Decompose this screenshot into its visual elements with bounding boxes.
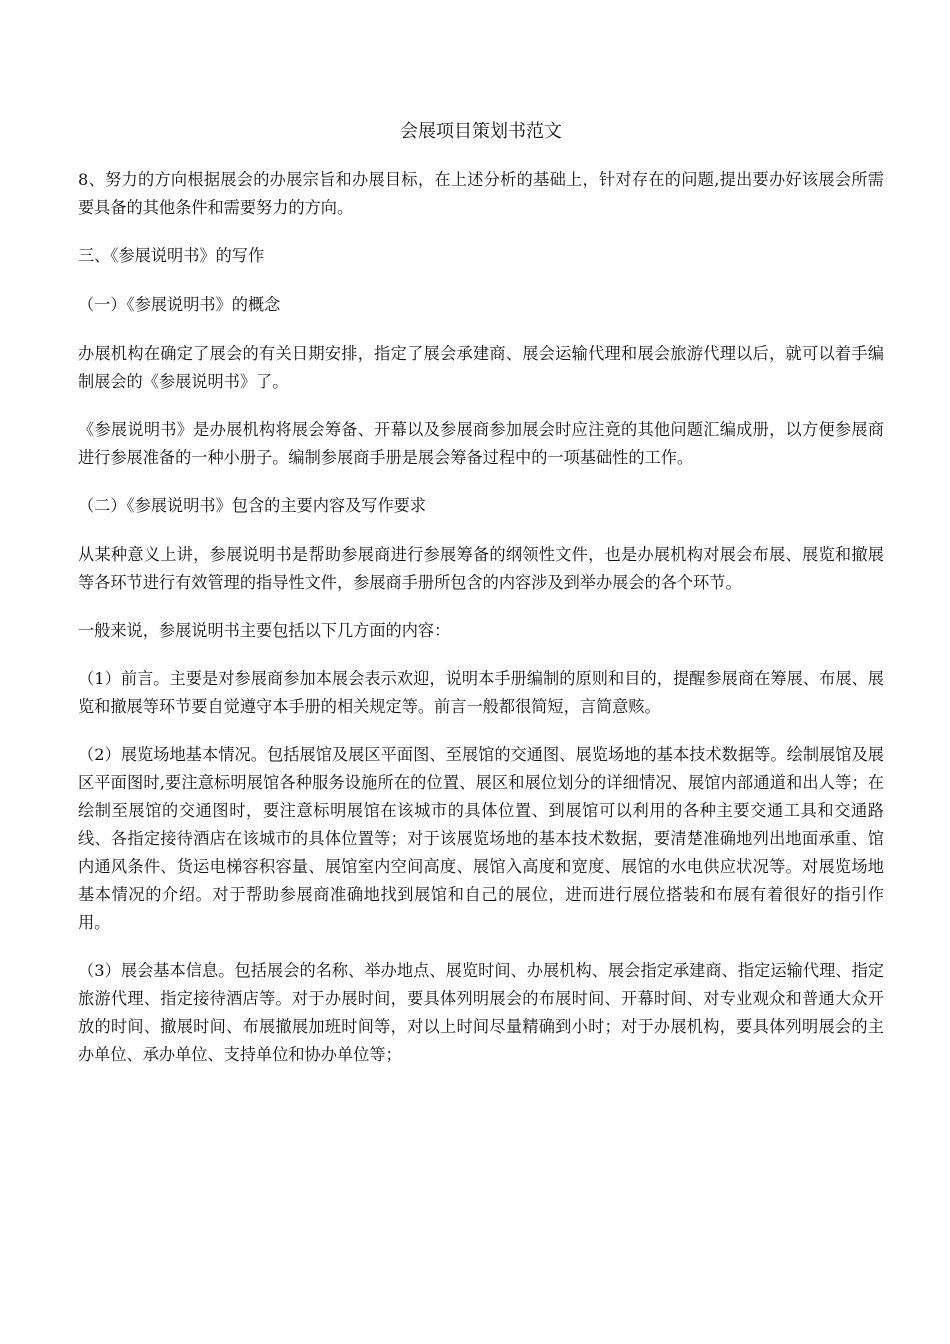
paragraph-item-venue: （2）展览场地基本情况。包括展馆及展区平面图、至展馆的交通图、展览场地的基本技术数据等。绘制展馆及展区平面图时,要注意标明展馆各种服务设施所在的位置、展区和展位划分的详细情况、展馆内部通道和出人等；在绘制至展馆的交通图时，要注意标明展馆在该城市的具体位置、到展馆可以利用的各种主要交通工具和交通路线、各指定接待酒店在该城市的具体位置等；对于该展览场地的基本技术数据，要清楚准确地列出地面承重、馆内通风条件、货运电梯容积容量、展馆室内空间高度、展馆入高度和宽度、展馆的水电供应状况等。对展览场地基本情况的介绍。对于帮助参展商准确地找到展馆和自己的展位，进而进行展位搭装和布展有着很好的指引作用。 <box>78 745 884 932</box>
paragraph-contents-intro: 从某种意义上讲，参展说明书是帮助参展商进行参展筹备的纲领性文件，也是办展机构对展会布展、展览和撤展等各环节进行有效管理的指导性文件，参展商手册所包含的内容涉及到举办展会的各个环节。 <box>78 545 884 592</box>
section-heading-3: 三、《参展说明书》的写作 <box>78 246 265 265</box>
subsection-heading-concept: （一）《参展说明书》的概念 <box>78 295 281 314</box>
subsection-heading-contents: （二）《参展说明书》包含的主要内容及写作要求 <box>78 496 427 515</box>
paragraph-concept-1: 办展机构在确定了展会的有关日期安排，指定了展会承建商、展会运输代理和展会旅游代理以后，就可以着手编制展会的《参展说明书》了。 <box>78 344 884 391</box>
paragraph-direction: 8、努力的方向根据展会的办展宗旨和办展目标，在上述分析的基础上，针对存在的问题,提出要办好该展会所需要具备的其他条件和需要努力的方向。 <box>78 170 884 217</box>
paragraph-item-basic-info: （3）展会基本信息。包括展会的名称、举办地点、展览时间、办展机构、展会指定承建商、指定运输代理、指定旅游代理、指定接待酒店等。对于办展时间，要具体列明展会的布展时间、开幕时间、对专业观众和普通大众开放的时间、撤展时间、布展撤展加班时间等，对以上时间尽量精确到小时；对于办展机构，要具体列明展会的主办单位、承办单位、支持单位和协办单位等； <box>78 961 884 1064</box>
document-title: 会展项目策划书范文 <box>400 121 562 142</box>
paragraph-item-preface: （1）前言。主要是对参展商参加本展会表示欢迎，说明本手册编制的原则和目的，提醒参展商在筹展、布展、展览和撤展等环节要自觉遵守本手册的相关规定等。前言一般都很简短，言简意赅。 <box>78 669 884 716</box>
paragraph-contents-list-intro: 一般来说，参展说明书主要包括以下几方面的内容： <box>78 621 451 640</box>
paragraph-concept-2: 《参展说明书》是办展机构将展会筹备、开幕以及参展商参加展会时应注竟的其他问题汇编成册，以方便参展商进行参展准备的一种小册子。编制参展商手册是展会筹备过程中的一项基础性的工作。 <box>78 420 884 467</box>
